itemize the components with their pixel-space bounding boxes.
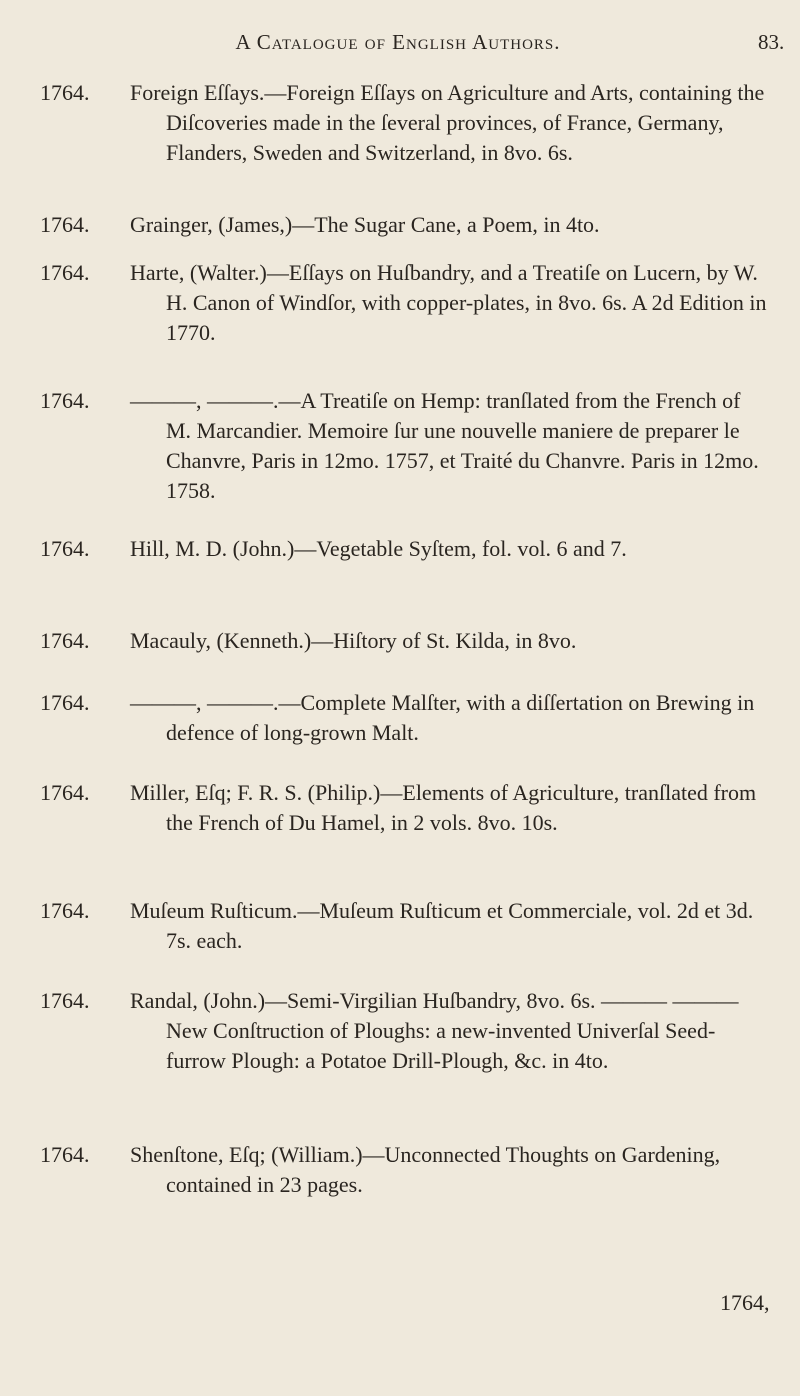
entry-year: 1764. <box>40 690 90 715</box>
entry-text: Macauly, (Kenneth.)—Hiſtory of St. Kilda, in 8vo. <box>130 628 577 653</box>
entry-text: Hill, M. D. (John.)—Vegetable Syſtem, fol. vol. 6 and 7. <box>130 536 627 561</box>
entry-text: Harte, (Walter.)—Eſſays on Huſbandry, and a Treatiſe on Lucern, by W. H. Canon of Windſor, with copper-plates, in 8vo. 6s. A 2d Edition in 1770. <box>130 260 767 345</box>
entry-text: Randal, (John.)—Semi-Virgilian Huſbandry, 8vo. 6s. ——— ——— New Conſtruction of Ploughs: a new-invented Univerſal Seed-furrow Plough: a Potatoe Drill-Plough, &c. in 4to. <box>130 988 739 1073</box>
entry-text: Miller, Eſq; F. R. S. (Philip.)—Elements of Agriculture, tranſlated from the French of Du Hamel, in 2 vols. 8vo. 10s. <box>130 780 757 835</box>
catchword: 1764, <box>720 1290 770 1315</box>
entry-year: 1764. <box>40 898 90 923</box>
entry-text: Grainger, (James,)—The Sugar Cane, a Poem, in 4to. <box>130 212 600 237</box>
entry-year: 1764. <box>40 988 90 1013</box>
entry-text: ———, ———.—A Treatiſe on Hemp: tranſlated from the French of M. Marcandier. Memoire ſur une nouvelle maniere de preparer le Chanvre, Paris in 12mo. 1757, et Traité du Chanvre. Paris in 12mo. 1758. <box>130 388 759 503</box>
entry-text: Shenſtone, Eſq; (William.)—Unconnected Thoughts on Gardening, contained in 23 pages. <box>130 1142 721 1197</box>
entry-text: Muſeum Ruſticum.—Muſeum Ruſticum et Commerciale, vol. 2d et 3d. 7s. each. <box>130 898 754 953</box>
entry-year: 1764. <box>40 388 90 413</box>
entry-year: 1764. <box>40 780 90 805</box>
entry-year: 1764. <box>40 536 90 561</box>
page-number: 83. <box>758 30 785 54</box>
entry-year: 1764. <box>40 212 90 237</box>
entry-text: ———, ———.—Complete Malſter, with a diſſertation on Brewing in defence of long-grown Malt. <box>130 690 755 745</box>
entry-year: 1764. <box>40 1142 90 1167</box>
entry-year: 1764. <box>40 80 90 105</box>
entry-text: Foreign Eſſays.—Foreign Eſſays on Agriculture and Arts, containing the Diſcoveries made in the ſeveral provinces, of France, Germany, Flanders, Sweden and Switzerland, in 8vo. 6s. <box>130 80 765 165</box>
entry-year: 1764. <box>40 628 90 653</box>
entry-year: 1764. <box>40 260 90 285</box>
running-header: A Catalogue of English Authors. <box>235 30 561 54</box>
